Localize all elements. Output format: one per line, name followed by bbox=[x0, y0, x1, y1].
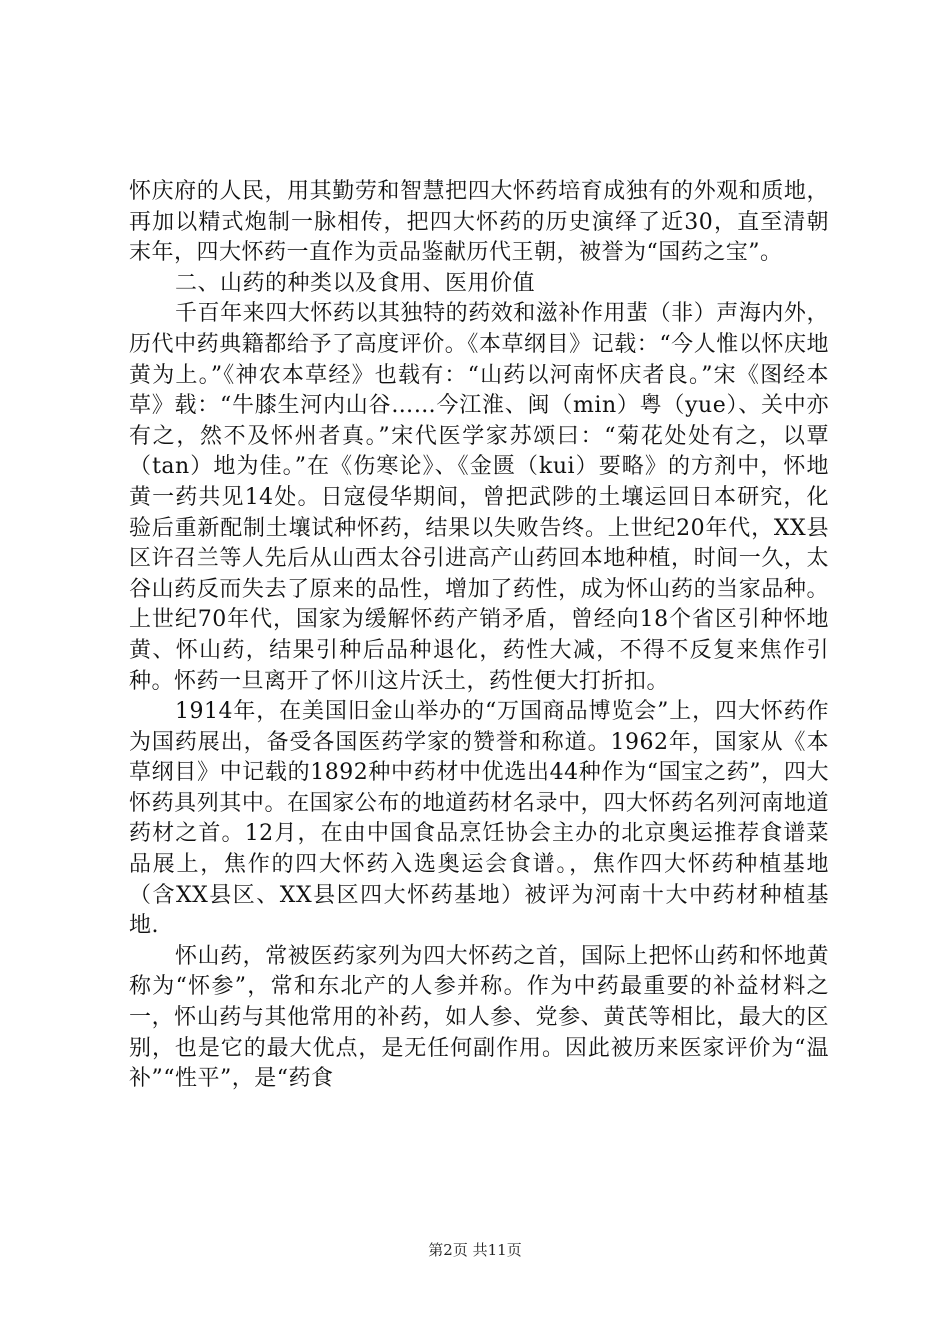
page-number-footer: 第2页 共11页 bbox=[428, 1241, 522, 1259]
paragraph-expo: 1914年，在美国旧金山举办的“万国商品博览会”上，四大怀药作为国药展出，备受各国医药学家的赞誉和称道。1962年，国家从《本草纲目》中记载的1892种中药材中优选出44种作为“国宝之药”，四大怀药具列其中。在国家公布的地道药材名录中，四大怀药名列河南地道药材之首。12月，在由中国食品烹饪协会主办的北京奥运推荐食谱菜品展上，焦作的四大怀药入选奥运会食谱。，焦作四大怀药种植基地（含XX县区、XX县区四大怀药基地）被评为河南十大中药材种植基地. bbox=[129, 699, 829, 939]
paragraph-continuation: 怀庆府的人民，用其勤劳和智慧把四大怀药培育成独有的外观和质地，再加以精式炮制一脉相传，把四大怀药的历史演绎了近30，直至清朝末年，四大怀药一直作为贡品鉴献历代王朝，被誉为“国药之宝”。 bbox=[129, 179, 829, 266]
paragraph-yam: 怀山药，常被医药家列为四大怀药之首，国际上把怀山药和怀地黄称为“怀参”，常和东北产的人参并称。作为中药最重要的补益材料之一，怀山药与其他常用的补药，如人参、党参、黄芪等相比，最大的区别，也是它的最大优点，是无任何副作用。因此被历来医家评价为“温补”“性平”，是“药食 bbox=[129, 943, 829, 1092]
document-body bbox=[129, 177, 829, 1095]
section-heading: 二、山药的种类以及食用、医用价值 bbox=[175, 270, 536, 296]
paragraph-history: 千百年来四大怀药以其独特的药效和滋补作用蜚（非）声海内外，历代中药典籍都给予了高度评价。《本草纲目》记载：“今人惟以怀庆地黄为上。”《神农本草经》也载有：“山药以河南怀庆者良。”宋《图经本草》载：“牛膝生河内山谷……今江淮、闽（min）粤（yue）、关中亦有之，然不及怀州者真。”宋代医学家苏颂曰：“菊花处处有之，以覃（tan）地为佳。”在《伤寒论》、《金匮（kui）要略》的方剂中，怀地黄一药共见14处。日寇侵华期间，曾把武陟的土壤运回日本研究，化验后重新配制土壤试种怀药，结果以失败告终。上世纪20年代，XX县区许召兰等人先后从山西太谷引进高产山药回本地种植，时间一久，太谷山药反而失去了原来的品性，增加了药性，成为怀山药的当家品种。上世纪70年代，国家为缓解怀药产销矛盾，曾经向18个省区引种怀地黄、怀山药，结果引种后品种退化，药性大减，不得不反复来焦作引种。怀药一旦离开了怀川这片沃土，药性便大打折扣。 bbox=[129, 301, 829, 694]
